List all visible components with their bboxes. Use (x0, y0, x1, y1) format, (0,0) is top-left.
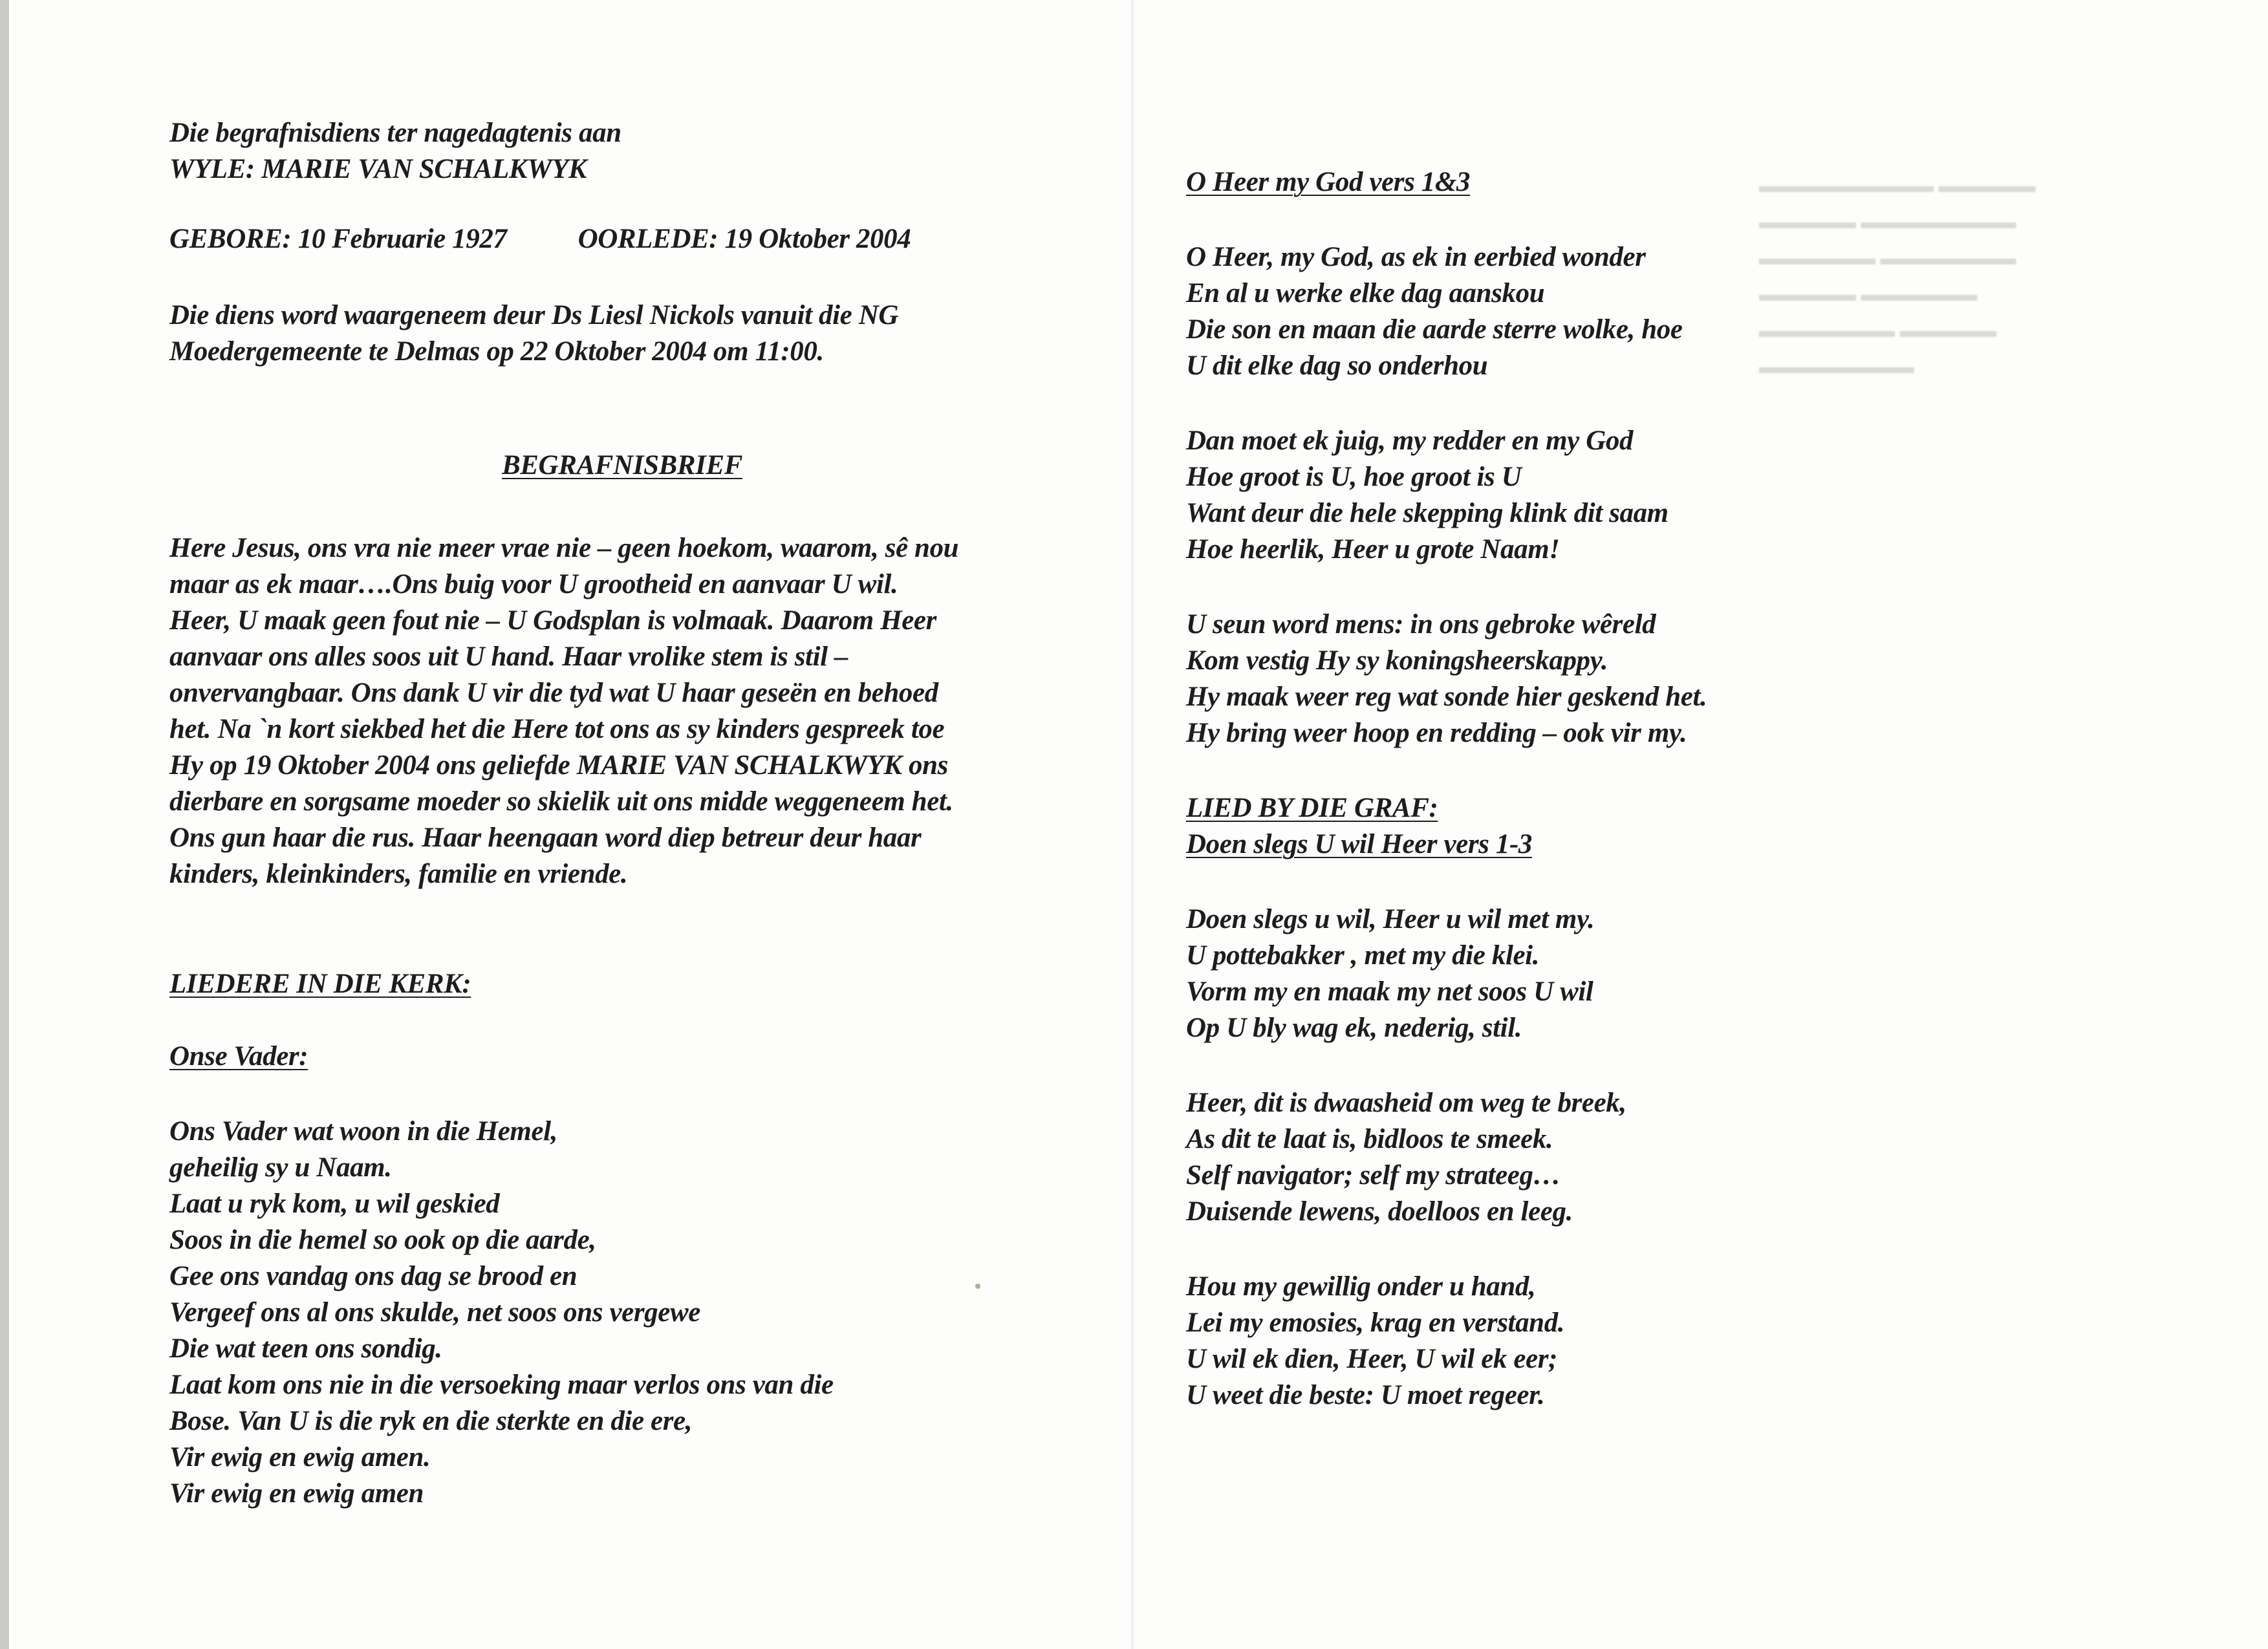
hymn2-line: Hou my gewillig onder u hand, (1186, 1271, 1536, 1302)
hymn2-line: As dit te laat is, bidloos te smeek. (1186, 1124, 1553, 1154)
hymn2-line: Self navigator; self my strateeg… (1186, 1160, 1561, 1191)
hymn2-line: Heer, dit is dwaasheid om weg te breek, (1186, 1088, 1626, 1118)
service-line: Die diens word waargeneem deur Ds Liesl Nickols vanuit die NG (169, 300, 899, 330)
prayer-line: Laat u ryk kom, u wil geskied (169, 1189, 500, 1219)
deceased-name: WYLE: MARIE VAN SCHALKWYK (169, 154, 587, 184)
hymn2-line: U pottebakker , met my die klei. (1186, 940, 1540, 971)
letter-line: aanvaar ons alles soos uit U hand. Haar vrolike stem is stil – (169, 641, 848, 672)
letter-line: het. Na `n kort siekbed het die Here tot ons as sy kinders gespreek toe (169, 714, 945, 744)
hymn2-line: U wil ek dien, Heer, U wil ek eer; (1186, 1344, 1557, 1374)
hymn2-line: Vorm my en maak my net soos U wil (1186, 976, 1593, 1007)
intro-line: Die begrafnisdiens ter nagedagtenis aan (169, 118, 621, 148)
letter-line: kinders, kleinkinders, familie en vriende. (169, 859, 628, 889)
hymn1-line: Hy maak weer reg wat sonde hier geskend het. (1186, 682, 1707, 712)
letter-line: onvervangbaar. Ons dank U vir die tyd wat U haar geseën en behoed (169, 678, 938, 708)
hymn2-line: Op U bly wag ek, nederig, stil. (1186, 1013, 1522, 1043)
prayer-line: Die wat teen ons sondig. (169, 1333, 442, 1364)
page-fold (1130, 0, 1134, 1649)
hymn1-line: Kom vestig Hy sy koningsheerskappy. (1186, 645, 1608, 676)
hymn2-line: Duisende lewens, doelloos en leeg. (1186, 1196, 1573, 1227)
prayer-line: Vergeef ons al ons skulde, net soos ons vergewe (169, 1297, 700, 1328)
hymn2-line: Lei my emosies, krag en verstand. (1186, 1308, 1565, 1338)
hymn1-line: Hy bring weer hoop en redding – ook vir my. (1186, 718, 1687, 748)
born-date: GEBORE: 10 Februarie 1927 (169, 224, 507, 254)
hymn1-line: Want deur die hele skepping klink dit saam (1186, 498, 1669, 528)
letter-line: Hy op 19 Oktober 2004 ons geliefde MARIE VAN SCHALKWYK ons (169, 750, 949, 781)
hymn1-line: Hoe groot is U, hoe groot is U (1186, 462, 1522, 492)
show-through-text: ▬▬▬▬▬▬▬▬▬ ▬▬▬▬▬ ▬▬▬▬▬ ▬▬▬▬▬▬▬▬ ▬▬▬▬▬▬ ▬▬▬▬▬▬▬ ▬▬▬▬▬ ▬▬▬▬▬▬ ▬▬▬▬▬▬▬ ▬▬▬▬▬ ▬▬▬▬▬▬▬▬ (1759, 175, 2036, 378)
hymn1-line: Die son en maan die aarde sterre wolke, hoe (1186, 314, 1683, 345)
hymn1-line: Dan moet ek juig, my redder en my God (1186, 426, 1634, 456)
hymn1-line: Hoe heerlik, Heer u grote Naam! (1186, 534, 1560, 565)
grave-title: LIED BY DIE GRAF: (1186, 793, 1438, 823)
hymn1-line: En al u werke elke dag aanskou (1186, 278, 1545, 308)
hymn2-line: U weet die beste: U moet regeer. (1186, 1380, 1545, 1410)
prayer-line: geheilig sy u Naam. (169, 1152, 392, 1183)
letter-title: BEGRAFNISBRIEF (501, 450, 742, 480)
prayer-line: Vir ewig en ewig amen (169, 1478, 424, 1509)
hymn1-line: U seun word mens: in ons gebroke wêreld (1186, 609, 1656, 640)
prayer-line: Ons Vader wat woon in die Hemel, (169, 1116, 558, 1147)
service-line: Moedergemeente te Delmas op 22 Oktober 2004 om 11:00. (169, 336, 824, 367)
hymn1-line: U dit elke dag so onderhou (1186, 350, 1488, 381)
left-page (169, 115, 1075, 1512)
right-page (1186, 164, 1707, 1414)
hymn2-title: Doen slegs U wil Heer vers 1-3 (1186, 829, 1532, 859)
scan-left-edge (0, 0, 9, 1649)
songs-title: LIEDERE IN DIE KERK: (169, 969, 471, 999)
letter-line: maar as ek maar….Ons buig voor U grootheid en aanvaar U wil. (169, 569, 898, 599)
hymn1-title: O Heer my God vers 1&3 (1186, 167, 1471, 197)
hymn1-line: O Heer, my God, as ek in eerbied wonder (1186, 242, 1646, 272)
died-date: OORLEDE: 19 Oktober 2004 (578, 224, 911, 254)
letter-line: Here Jesus, ons vra nie meer vrae nie – geen hoekom, waarom, sê nou (169, 533, 959, 563)
dates-line (169, 221, 1075, 257)
prayer-title: Onse Vader: (169, 1041, 308, 1072)
letter-line: dierbare en sorgsame moeder so skielik uit ons midde weggeneem het. (169, 786, 953, 817)
prayer-line: Soos in die hemel so ook op die aarde, (169, 1225, 596, 1255)
letter-line: Heer, U maak geen fout nie – U Godsplan is volmaak. Daarom Heer (169, 605, 936, 636)
prayer-line: Vir ewig en ewig amen. (169, 1442, 431, 1472)
prayer-line: Bose. Van U is die ryk en die sterkte en die ere, (169, 1406, 693, 1436)
hymn2-line: Doen slegs u wil, Heer u wil met my. (1186, 904, 1595, 934)
prayer-line: Laat kom ons nie in die versoeking maar verlos ons van die (169, 1370, 834, 1400)
letter-line: Ons gun haar die rus. Haar heengaan word diep betreur deur haar (169, 823, 922, 853)
prayer-line: Gee ons vandag ons dag se brood en (169, 1261, 578, 1291)
